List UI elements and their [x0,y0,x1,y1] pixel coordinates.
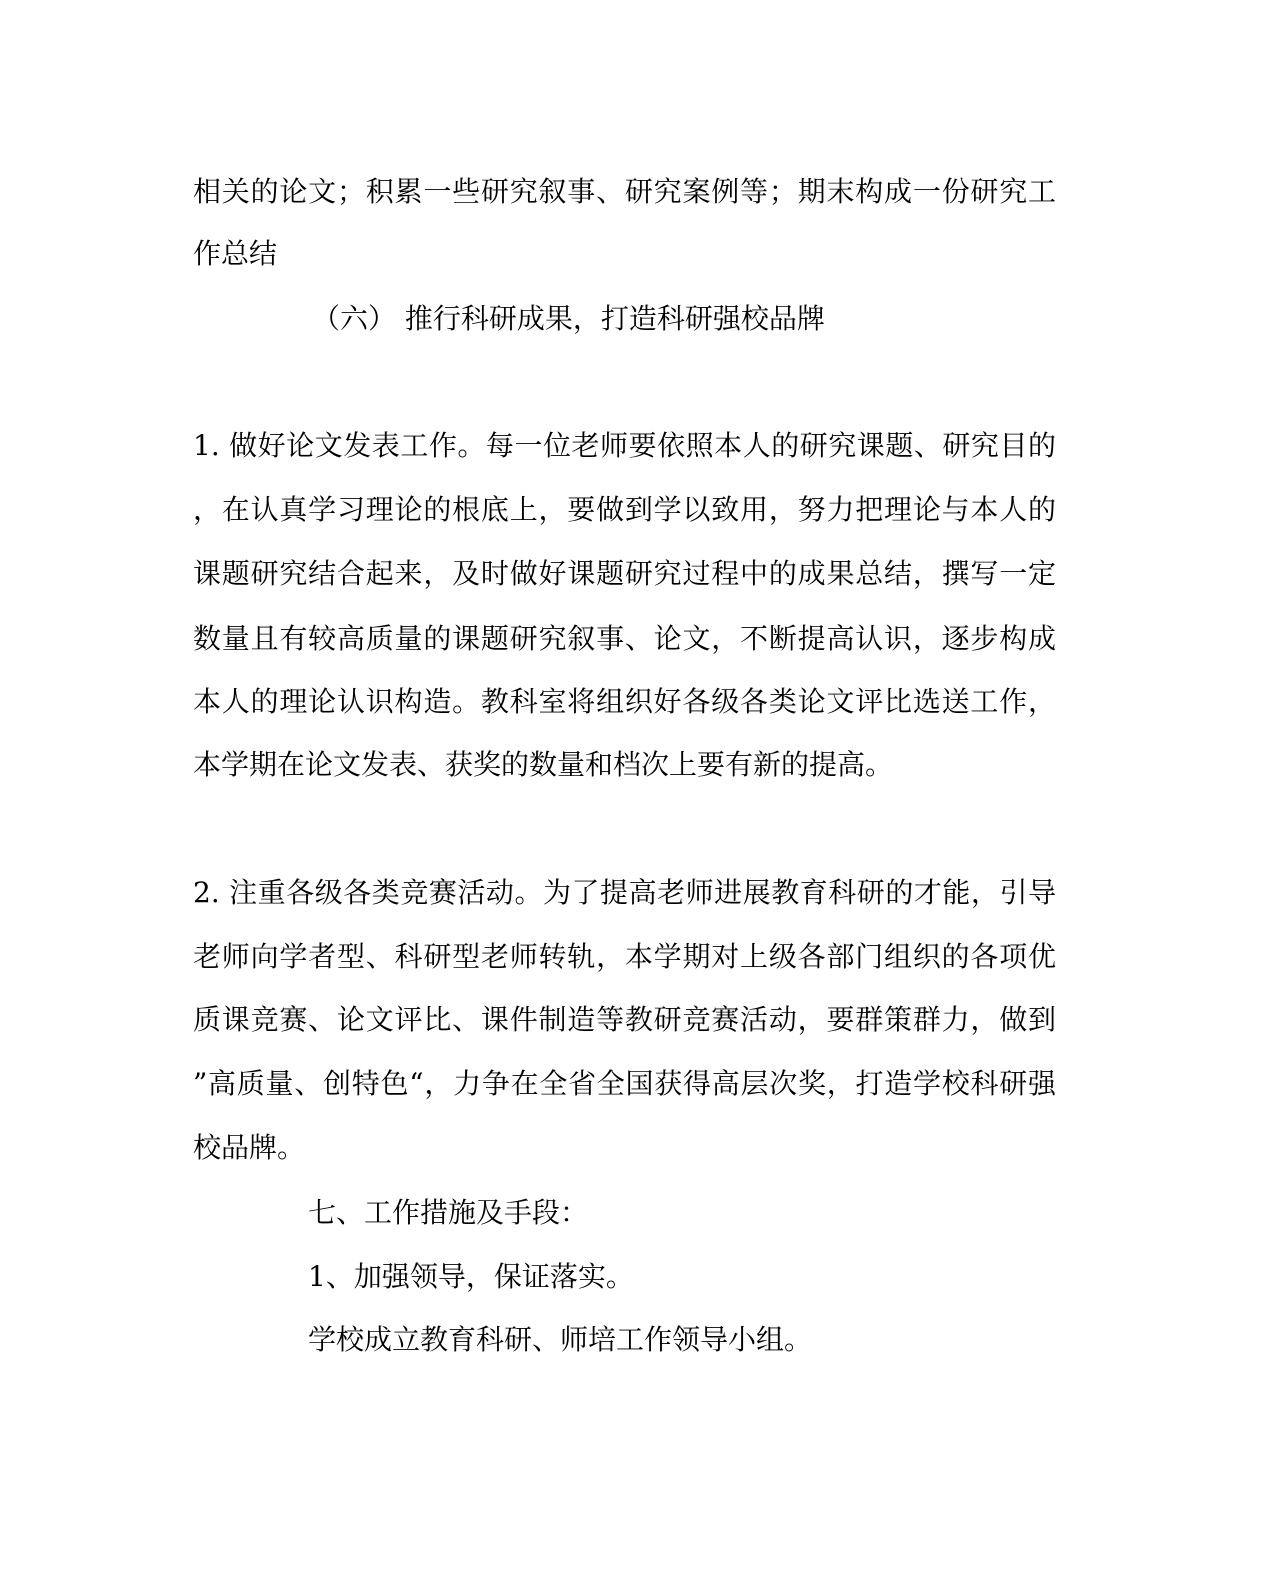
paragraph-line: 2. 注重各级各类竞赛活动。为了提高老师进展教育科研的才能，引导 [193,876,1056,909]
section-heading: （六） 推行科研成果，打造科研强校品牌 [312,302,825,335]
subsection-heading: 1、加强领导，保证落实。 [308,1260,634,1293]
paragraph-line: 相关的论文；积累一些研究叙事、研究案例等；期末构成一份研究工 [193,175,1056,208]
paragraph-line: 质课竞赛、论文评比、课件制造等教研竞赛活动，要群策群力，做到 [193,1003,1056,1036]
paragraph-line: ”高质量、创特色“，力争在全省全国获得高层次奖，打造学校科研强 [193,1067,1056,1100]
paragraph-line: 老师向学者型、科研型老师转轨，本学期对上级各部门组织的各项优 [193,940,1056,973]
paragraph-line: 数量且有较高质量的课题研究叙事、论文，不断提高认识，逐步构成 [193,622,1056,655]
paragraph-line: 课题研究结合起来，及时做好课题研究过程中的成果总结，撰写一定 [193,557,1056,590]
paragraph-line: 1. 做好论文发表工作。每一位老师要依照本人的研究课题、研究目的 [193,429,1056,462]
paragraph-line: 校品牌。 [193,1131,306,1164]
paragraph-line: 作总结 [193,237,278,270]
paragraph-line: 本人的理论认识构造。教科室将组织好各级各类论文评比选送工作， [193,685,1056,718]
paragraph-line: ，在认真学习理论的根底上，要做到学以致用，努力把理论与本人的 [193,493,1056,526]
paragraph-line: 学校成立教育科研、师培工作领导小组。 [308,1323,813,1356]
paragraph-line: 本学期在论文发表、获奖的数量和档次上要有新的提高。 [193,748,894,781]
section-heading: 七、工作措施及手段： [308,1196,589,1229]
